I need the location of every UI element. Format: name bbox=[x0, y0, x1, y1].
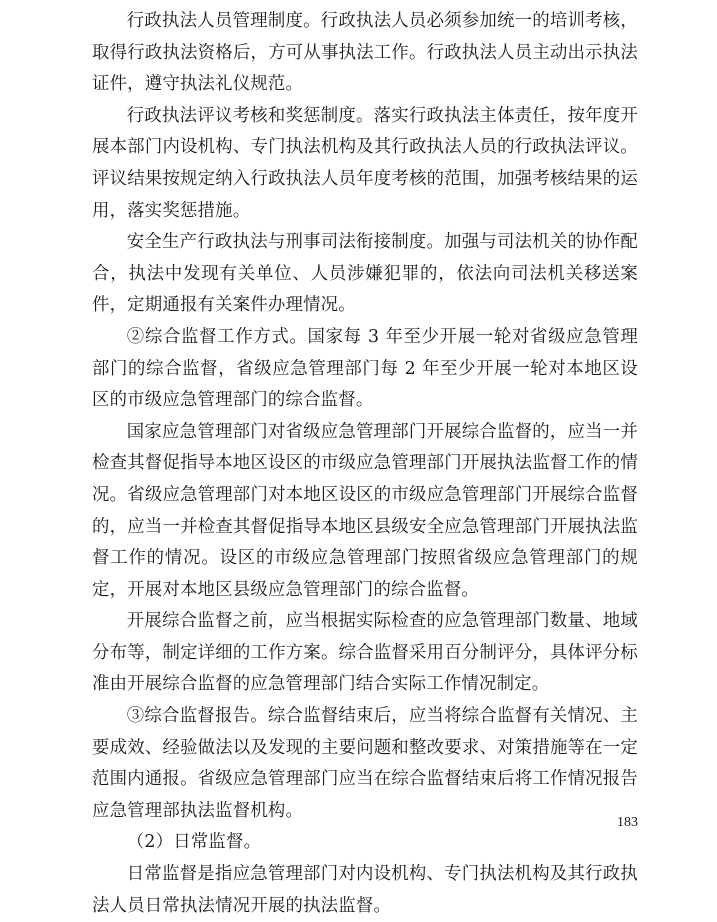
paragraph-personnel-management: 行政执法人员管理制度。行政执法人员必须参加统一的培训考核，取得行政执法资格后，方可从事执法工作。行政执法人员主动出示执法证件，遵守执法礼仪规范。 bbox=[92, 11, 638, 95]
paragraph-evaluation-reward: 行政执法评议考核和奖惩制度。落实行政执法主体责任，按年度开展本部门内设机构、专门执法机构及其行政执法人员的行政执法评议。评议结果按规定纳入行政执法人员年度考核的范围，加强考核结果的运用，落实奖惩措施。 bbox=[92, 105, 638, 221]
paragraph-work-plan: 开展综合监督之前，应当根据实际检查的应急管理部门数量、地域分布等，制定详细的工作方案。综合监督采用百分制评分，具体评分标准由开展综合监督的应急管理部门结合实际工作情况制定。 bbox=[92, 611, 638, 695]
paragraph-comprehensive-supervision-method: ②综合监督工作方式。国家每 3 年至少开展一轮对省级应急管理部门的综合监督，省级应急管理部门每 2 年至少开展一轮对本地区设区的市级应急管理部门的综合监督。 bbox=[92, 326, 638, 411]
paragraph-supervision-report: ③综合监督报告。综合监督结束后，应当将综合监督有关情况、主要成效、经验做法以及发现的主要问题和整改要求、对策措施等在一定范围内通报。省级应急管理部门应当在综合监督结束后将工作情况报告应急管理部执法监督机构。 bbox=[92, 706, 638, 821]
paragraph-daily-supervision-heading: （2）日常监督。 bbox=[126, 832, 262, 853]
page-number: 183 bbox=[617, 815, 638, 830]
body-text bbox=[92, 6, 638, 922]
paragraph-criminal-justice-link: 安全生产行政执法与刑事司法衔接制度。加强与司法机关的协作配合，执法中发现有关单位、人员涉嫌犯罪的，依法向司法机关移送案件，定期通报有关案件办理情况。 bbox=[92, 232, 638, 316]
paragraph-national-provincial-supervision: 国家应急管理部门对省级应急管理部门开展综合监督的，应当一并检查其督促指导本地区设区的市级应急管理部门开展执法监督工作的情况。省级应急管理部门对本地区设区的市级应急管理部门开展综合监督的，应当一并检查其督促指导本地区县级安全应急管理部门开展执法监督工作的情况。设区的市级应急管理部门按照省级应急管理部门的规定，开展对本地区县级应急管理部门的综合监督。 bbox=[92, 421, 638, 600]
paragraph-daily-supervision-definition: 日常监督是指应急管理部门对内设机构、专门执法机构及其行政执法人员日常执法情况开展的执法监督。 bbox=[92, 864, 638, 916]
